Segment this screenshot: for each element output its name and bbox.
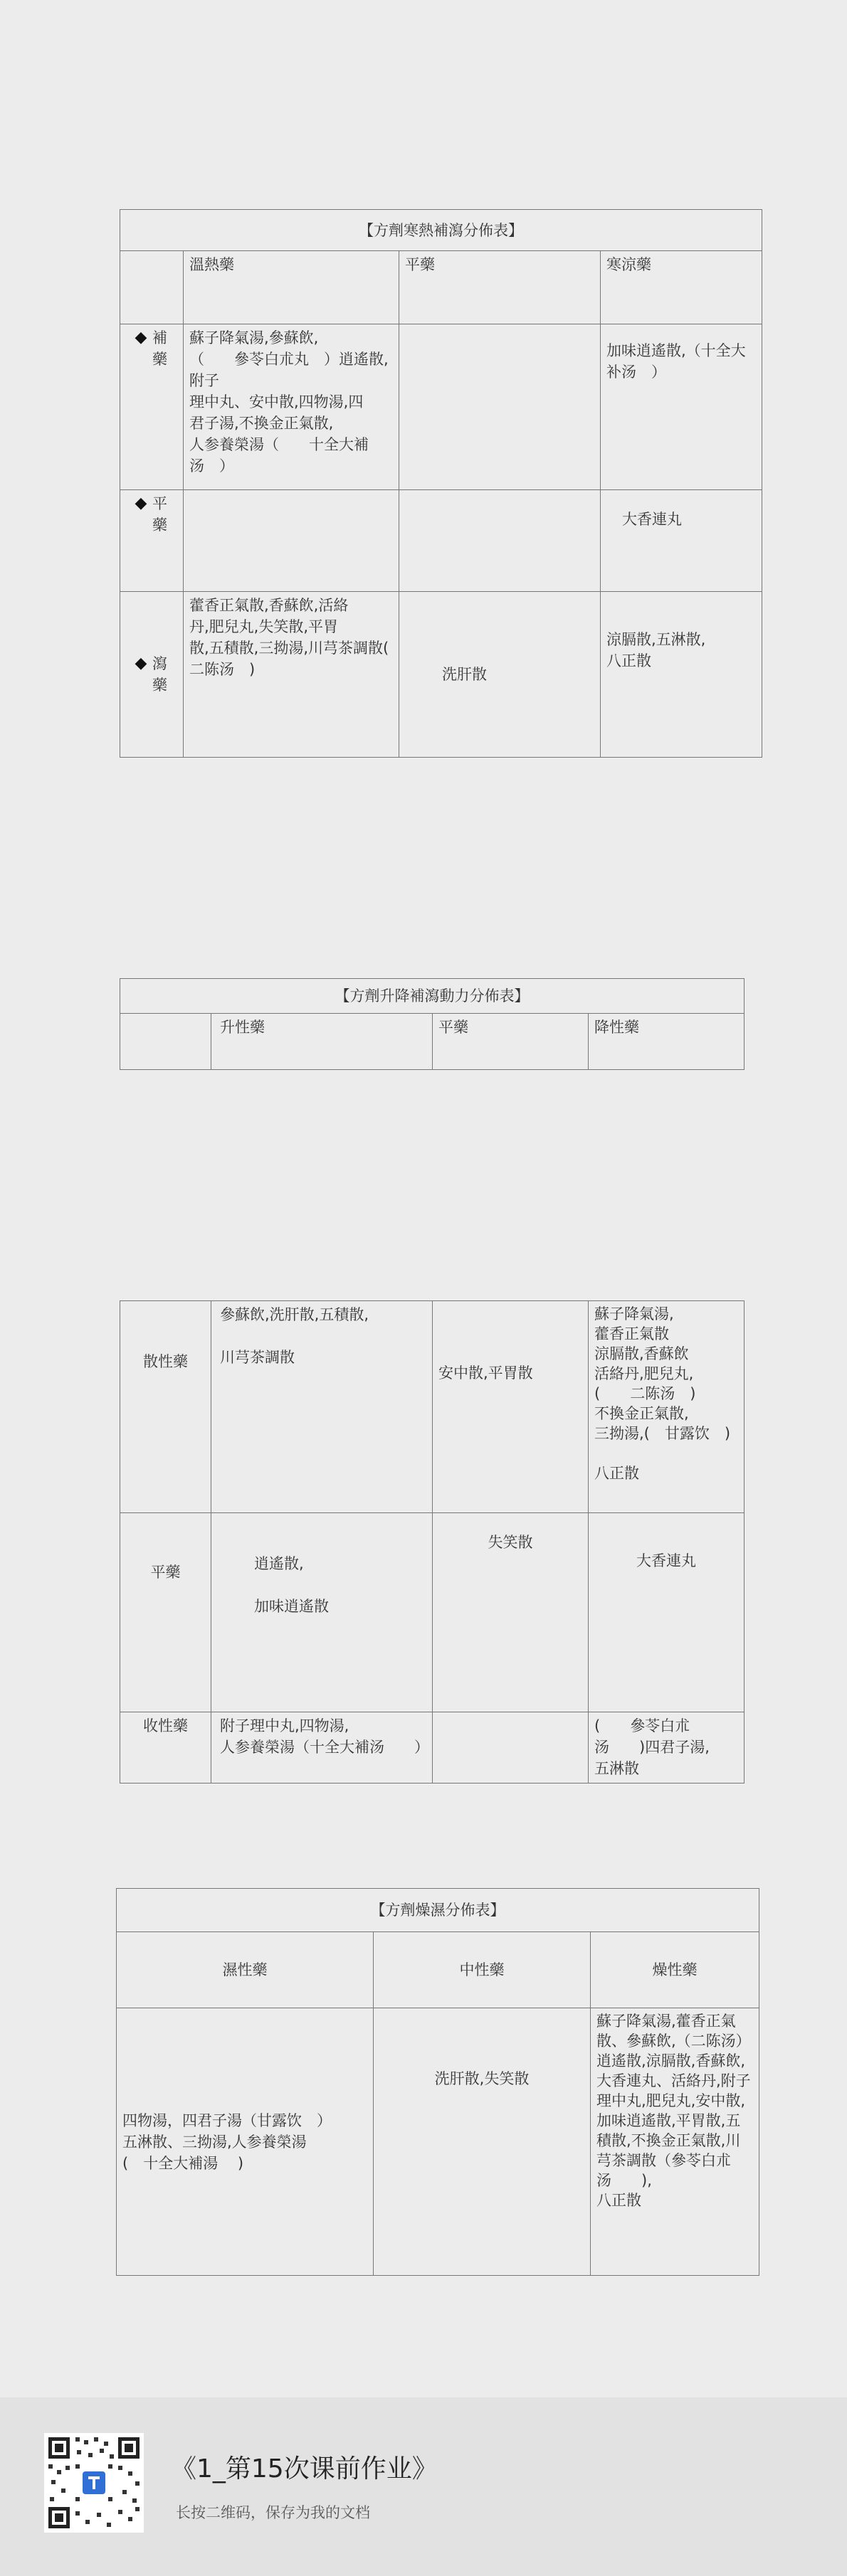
table-ascend-descend-body [120,1300,745,1783]
document-title[interactable]: 《1_第15次课前作业》 [171,2454,438,2484]
row-label: 散性藥 [120,1301,211,1513]
save-hint: 长按二维码，保存为我的文档 [176,2504,370,2521]
table-cell: 洗肝散,失笑散 [374,2008,591,2276]
table-cell: 失笑散 [433,1513,589,1712]
row-label: ◆ 瀉藥 [120,592,184,758]
row-label: 收性藥 [120,1712,211,1783]
table-cell: 加味逍遙散,（十全大补汤 ） [601,324,762,490]
table-cell: 逍遙散, 加味逍遙散 [211,1513,433,1712]
table-cell: 涼膈散,五淋散, 八正散 [601,592,762,758]
table-cell: 蘇子降氣湯,藿香正氣散、參蘇飲,（二陈汤） 逍遙散,涼膈散,香蘇飲,大香連丸、活絡丹,附子理中丸,肥兒丸,安中散,加味逍遙散,平胃散,五積散,不換金正氣散,川芎茶調散（參苓白朮汤 ), 八正散 [591,2008,759,2276]
table-header: 平藥 [399,251,601,324]
table-header: 平藥 [433,1014,589,1070]
table-title: 【方劑寒熱補瀉分佈表】 [120,210,762,251]
table-cell [184,490,399,592]
table-cell: 四物湯，四君子湯（甘露饮 ） 五淋散、三拗湯,人参養榮湯 ( 十全大補湯 ) [117,2008,374,2276]
table-cell: 蘇子降氣湯,參蘇飲, （ 參苓白朮丸 ）逍遙散,附子 理中丸、安中散,四物湯,四 君子湯,不換金正氣散, 人参養榮湯（ 十全大補汤 ） [184,324,399,490]
diamond-bullet-icon: ◆ [135,329,147,346]
row-label: ◆ 補藥 [120,324,184,490]
table-header: 濕性藥 [117,1932,374,2008]
table-cell: 大香連丸 [601,490,762,592]
table-header [120,1014,211,1070]
table-cell: 大香連丸 [589,1513,745,1712]
table-cell: 洗肝散 [399,592,601,758]
table-title: 【方劑燥濕分佈表】 [117,1889,759,1932]
diamond-bullet-icon: ◆ [135,494,147,512]
qr-code-icon[interactable] [44,2433,144,2533]
table-header: 升性藥 [211,1014,433,1070]
table-cell: 參蘇飲,洗肝散,五積散, 川芎茶調散 [211,1301,433,1513]
diamond-bullet-icon: ◆ [135,654,147,672]
table-header: 中性藥 [374,1932,591,2008]
table-cell: 蘇子降氣湯, 藿香正氣散 涼膈散,香蘇飲 活絡丹,肥兒丸, ( 二陈汤 ) 不換金正氣散, 三拗湯,( 甘露饮 ) 八正散 [589,1301,745,1513]
table-cell: 藿香正氣散,香蘇飲,活絡 丹,肥兒丸,失笑散,平胃 散,五積散,三拗湯,川芎茶調散( 二陈汤 ) [184,592,399,758]
table-cold-hot [120,209,762,758]
table-dry-damp [116,1888,759,2276]
row-label: ◆ 平藥 [120,490,184,592]
table-cell [399,490,601,592]
table-cell: ( 參苓白朮汤 )四君子湯, 五淋散 [589,1712,745,1783]
table-header: 降性藥 [589,1014,745,1070]
table-header: 溫熱藥 [184,251,399,324]
table-header [120,251,184,324]
table-cell [399,324,601,490]
row-label: 平藥 [120,1513,211,1712]
table-cell: 附子理中丸,四物湯, 人参養榮湯（十全大補汤 ） [211,1712,433,1783]
footer-bar [0,2397,847,2576]
table-header: 燥性藥 [591,1932,759,2008]
table-title: 【方劑升降補瀉動力分佈表】 [120,979,745,1014]
table-header: 寒涼藥 [601,251,762,324]
table-cell [433,1712,589,1783]
table-cell: 安中散,平胃散 [433,1301,589,1513]
table-ascend-descend [120,978,745,1070]
